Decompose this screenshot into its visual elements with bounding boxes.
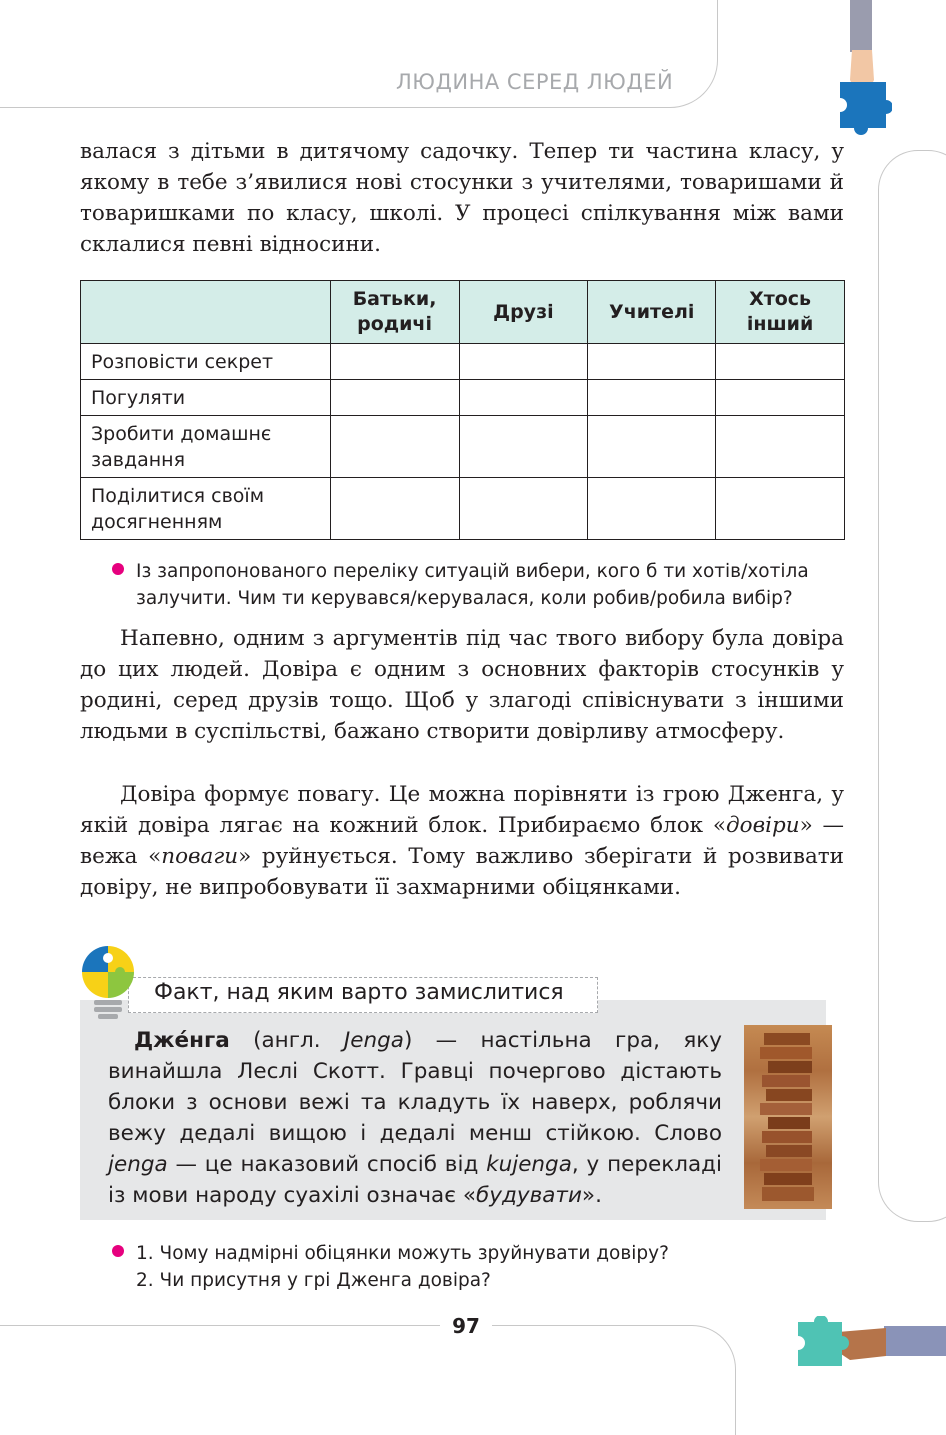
puzzle-hand-top-icon — [832, 0, 892, 150]
puzzle-hand-bottom-icon — [780, 1316, 946, 1372]
task-text: Із запропонованого переліку ситуацій вибери, кого б ти хотів/хотіла залучити. Чим ти керувався/керувалася, коли робив/робила вибір? — [136, 561, 809, 609]
table-empty-cell — [330, 344, 459, 380]
paragraph-emphasis: довіри — [726, 813, 800, 838]
table-header-cell: Батьки, родичі — [330, 281, 459, 344]
paragraph-text: » руйнується. Тому важливо зберігати й розвивати довіру, не випробовувати її захмарними обіцянками. — [80, 844, 844, 900]
table-empty-cell — [716, 416, 845, 478]
question-2: 2. Чи присутня у грі Дженга довіра? — [136, 1270, 491, 1291]
table-empty-cell — [588, 344, 716, 380]
lightbulb-puzzle-icon — [80, 944, 136, 1024]
table-header-cell: Учителі — [588, 281, 716, 344]
fact-text-part: ». — [581, 1183, 602, 1208]
table-empty-cell — [588, 478, 716, 540]
page-frame-bottom-mid — [492, 1325, 642, 1326]
table-row-label: Погуляти — [81, 380, 331, 416]
table-empty-cell — [716, 478, 845, 540]
jenga-blocks-illustration — [744, 1025, 832, 1209]
table-header-row — [81, 281, 845, 344]
paragraph-emphasis: поваги — [161, 844, 239, 869]
fact-title: Факт, над яким варто замислитися — [154, 980, 564, 1005]
table-row — [81, 344, 845, 380]
fact-text-part: (англ. — [229, 1028, 344, 1053]
paragraph-text: » — вежа « — [80, 813, 844, 869]
paragraph-trust: Напевно, одним з аргументів під час твого вибору була довіра до цих людей. Довіра є одним з основних факторів стосунків у родині, серед друзів тощо. Щоб у злагоді співіснувати з іншими людьми в суспільстві, бажано створити довірливу атмосферу. — [80, 626, 844, 744]
task-bullet — [112, 563, 124, 575]
page-number: 97 — [452, 1314, 480, 1338]
page-frame-bottom-curve — [640, 1325, 736, 1435]
choices-table — [80, 280, 845, 540]
table-empty-cell — [459, 416, 588, 478]
table-row — [81, 380, 845, 416]
paragraph-jenga — [80, 779, 844, 903]
page-frame-right — [878, 150, 946, 1222]
fact-text-part: — це наказовий спосіб від — [167, 1152, 487, 1177]
fact-emphasis: будувати — [476, 1183, 582, 1208]
table-empty-cell — [588, 380, 716, 416]
table-header-cell: Хтось інший — [716, 281, 845, 344]
table-row — [81, 416, 845, 478]
fact-term: Дже́нга — [134, 1028, 230, 1053]
fact-emphasis: jenga — [108, 1152, 168, 1177]
paragraph-intro: валася з дітьми в дитячому садочку. Тепер ти частина класу, у якому в тебе з’явилися нові стосунки з учителями, товаришами й товаришками по класу, школі. У процесі спілкування між вами склалися певні відносини. — [80, 139, 844, 257]
fact-emphasis: kujenga — [486, 1152, 572, 1177]
table-empty-cell — [330, 380, 459, 416]
fact-text — [108, 1025, 722, 1211]
table-header-cell — [81, 281, 331, 344]
paragraph-text: Довіра формує повагу. Це можна порівняти із грою Дженга, у якій довіра лягає на кожний блок. Прибираємо блок « — [80, 782, 844, 838]
fact-emphasis: Jenga — [343, 1028, 404, 1053]
table-row-label: Поділитися своїм досягненням — [81, 478, 331, 540]
table-empty-cell — [330, 478, 459, 540]
jenga-tower-photo — [744, 1025, 832, 1209]
fact-text-part: ) — настільна гра, яку винайшла Леслі Скотт. Гравці почергово дістають блоки з основи вежі та кладуть їх наверх, роблячи вежу дедалі вищою і дедалі менш стійкою. Слово — [108, 1028, 722, 1146]
table-row-label: Розповісти секрет — [81, 344, 331, 380]
page-frame-bottom-left — [0, 1325, 440, 1326]
table-row-label: Зробити домашнє завдання — [81, 416, 331, 478]
table-empty-cell — [459, 478, 588, 540]
table-empty-cell — [459, 380, 588, 416]
table-empty-cell — [716, 380, 845, 416]
table-header-cell: Друзі — [459, 281, 588, 344]
fact-text-part: , у перекладі із мови народу суахілі означає « — [108, 1152, 722, 1208]
table-row — [81, 478, 845, 540]
questions-bullet — [112, 1245, 124, 1257]
table-empty-cell — [716, 344, 845, 380]
running-head: ЛЮДИНА СЕРЕД ЛЮДЕЙ — [396, 70, 674, 94]
table-empty-cell — [588, 416, 716, 478]
table-empty-cell — [459, 344, 588, 380]
question-1: 1. Чому надмірні обіцянки можуть зруйнувати довіру? — [136, 1243, 669, 1264]
table-empty-cell — [330, 416, 459, 478]
